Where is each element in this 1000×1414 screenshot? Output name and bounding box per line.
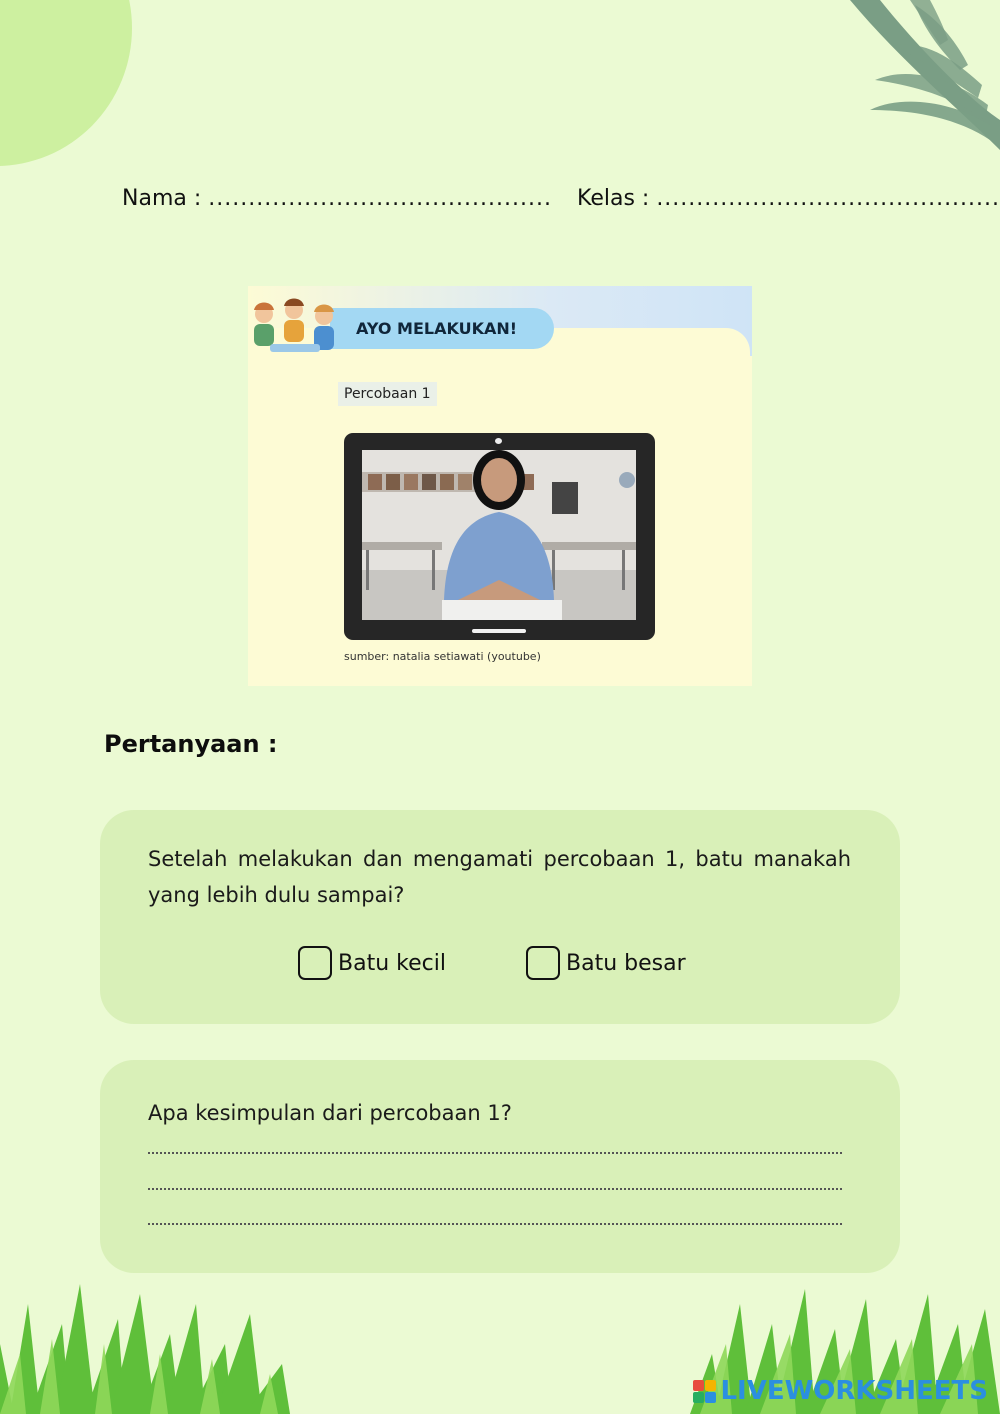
class-blank: ........................................... <box>656 186 1000 211</box>
video-screen[interactable] <box>362 450 636 620</box>
palm-leaf-decoration <box>840 0 1000 160</box>
video-source: sumber: natalia setiawati (youtube) <box>344 650 541 663</box>
name-label: Nama : <box>122 186 202 211</box>
liveworksheets-logo-icon <box>693 1380 716 1403</box>
answer-line[interactable] <box>148 1223 842 1225</box>
home-indicator <box>472 629 526 633</box>
option-batu-besar[interactable] <box>526 946 686 980</box>
children-illustration <box>248 292 344 364</box>
checkbox-batu-besar[interactable] <box>526 946 560 980</box>
question-card-2 <box>100 1060 900 1273</box>
option-label-batu-kecil: Batu kecil <box>338 950 446 976</box>
question-1-text: Setelah melakukan dan mengamati percobaan 1, batu manakah yang lebih dulu sampai? <box>148 847 851 907</box>
identity-row <box>122 186 1000 211</box>
question-2-text: Apa kesimpulan dari percobaan 1? <box>148 1101 512 1125</box>
logo-tile <box>705 1380 716 1391</box>
name-blank: ........................................... <box>208 186 552 211</box>
logo-tile <box>693 1392 704 1403</box>
class-field[interactable] <box>577 186 1000 211</box>
answer-line[interactable] <box>148 1152 842 1154</box>
activity-image <box>248 286 752 686</box>
class-label: Kelas : <box>576 186 650 211</box>
section-title: Pertanyaan : <box>104 730 278 758</box>
activity-banner: AYO MELAKUKAN! <box>330 308 554 349</box>
camera-dot <box>495 438 502 444</box>
experiment-label: Percobaan 1 <box>338 382 437 406</box>
brand-name: LIVEWORKSHEETS <box>720 1376 988 1406</box>
option-batu-kecil[interactable] <box>298 946 446 980</box>
logo-tile <box>693 1380 704 1391</box>
answer-line[interactable] <box>148 1188 842 1190</box>
checkbox-batu-kecil[interactable] <box>298 946 332 980</box>
option-label-batu-besar: Batu besar <box>566 950 686 976</box>
classroom-photo <box>362 450 636 620</box>
decorative-circle <box>0 0 132 166</box>
logo-tile <box>705 1392 716 1403</box>
tablet-video-frame[interactable] <box>344 433 655 640</box>
name-field[interactable] <box>122 186 552 211</box>
liveworksheets-brand[interactable] <box>693 1376 988 1406</box>
